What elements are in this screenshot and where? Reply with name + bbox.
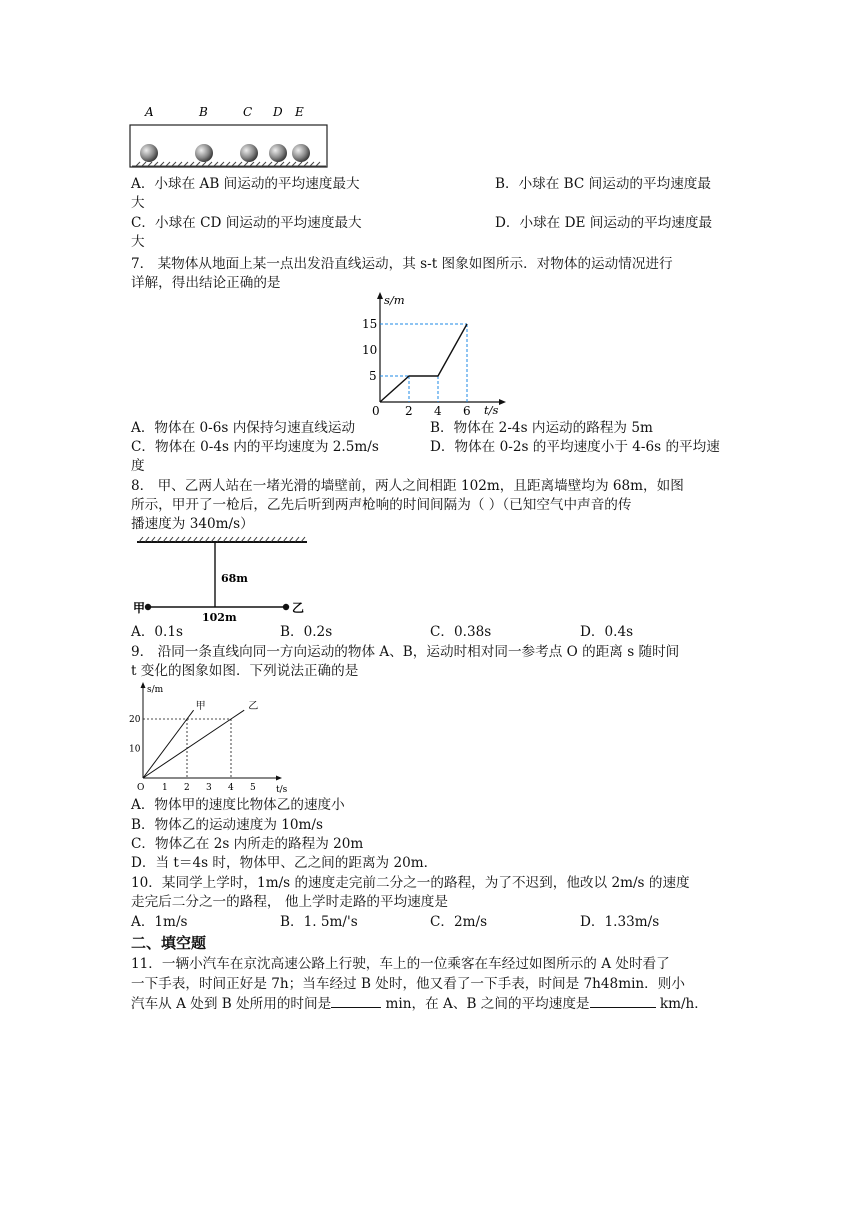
q7-x-label: t/s [484, 403, 499, 417]
q11-blank-speed[interactable] [590, 993, 656, 1008]
q8-option-c: C．0.38s [430, 624, 492, 640]
q7-y-arrow [377, 292, 383, 299]
q6-option-d: D．小球在 DE 间运动的平均速度最 [495, 215, 713, 231]
q9-x-tick-label: O [137, 783, 145, 793]
q7-y-tick-label: 10 [362, 343, 378, 357]
q9-option-b: B．物体乙的运动速度为 10m/s [131, 817, 323, 833]
q11-blank-time[interactable] [331, 993, 381, 1008]
q6-option-b: B．小球在 BC 间运动的平均速度最 [495, 176, 711, 192]
q6-option-c: C．小球在 CD 间运动的平均速度最大 [131, 215, 362, 231]
q8-label-68m: 68m [221, 572, 248, 585]
q7-option-b: B．物体在 2-4s 内运动的路程为 5m [430, 420, 653, 436]
q10-option-a: A．1m/s [131, 914, 188, 930]
q10-option-c: C．2m/s [430, 914, 488, 930]
q9-x-tick-label: 1 [162, 783, 168, 793]
ball-c [240, 144, 258, 162]
balls-track-figure [128, 100, 330, 172]
q7-stem-line-2: 详解，得出结论正确的是 [131, 275, 281, 291]
person-jia-dot [145, 604, 151, 610]
q9-st-chart [128, 680, 290, 794]
q6-option-b-wrap: 大 [131, 195, 145, 211]
q7-option-d: D．物体在 0-2s 的平均速度小于 4-6s 的平均速 [430, 439, 720, 455]
q11-stem-line-1: 11．一辆小汽车在京沈高速公路上行驶，车上的一位乘客在车经过如图所示的 A 处时看了 [131, 956, 670, 972]
q9-y-tick-label: 20 [129, 715, 141, 725]
q9-series-label: 乙 [248, 701, 259, 713]
q11-stem-line-2: 一下手表，时间正好是 7h；当车经过 B 处时，他又看了一下手表，时间是 7h48min．则小 [131, 976, 685, 992]
section-title-fill-in: 二、填空题 [131, 934, 207, 952]
q10-option-b: B．1. 5m/'s [280, 914, 358, 930]
q9-series-line [143, 710, 244, 778]
q7-y-tick-label: 15 [362, 317, 378, 331]
q8-option-d: D．0.4s [580, 624, 634, 640]
q9-y-label: s/m [147, 685, 164, 695]
q6-option-a: A．小球在 AB 间运动的平均速度最大 [131, 176, 360, 192]
q9-series-label: 甲 [195, 701, 206, 713]
q9-x-tick-label: 2 [184, 783, 190, 793]
q7-stem-line-1: 7． 某物体从地面上某一点出发沿直线运动，其 s-t 图象如图所示．对物体的运动情况进行 [131, 256, 673, 272]
q10-stem-line-1: 10．某同学上学时，1m/s 的速度走完前二分之一的路程，为了不迟到，他改以 2m/s 的速度 [131, 875, 690, 891]
q7-option-d-wrap: 度 [131, 458, 145, 474]
q8-stem-line-1: 8． 甲、乙两人站在一堵光滑的墙壁前，两人之间相距 102m，且距离墙壁均为 68m，如图 [131, 478, 684, 494]
q9-stem-line-2: t 变化的图象如图．下列说法正确的是 [131, 663, 359, 679]
person-yi-dot [283, 604, 289, 610]
q11-stem-part-3: km/h． [655, 996, 708, 1012]
q9-stem-line-1: 9． 沿同一条直线向同一方向运动的物体 A、B，运动时相对同一参考点 O 的距离 s 随时间 [131, 644, 680, 660]
ball-b [195, 144, 213, 162]
q10-option-d: D．1.33m/s [580, 914, 660, 930]
q8-option-a: A．0.1s [131, 624, 184, 640]
q11-stem-line-3 [131, 993, 708, 1014]
q7-option-c: C．物体在 0-4s 内的平均速度为 2.5m/s [131, 439, 379, 455]
q7-st-chart [350, 290, 510, 418]
q8-label-jia: 甲 [133, 601, 146, 615]
q8-option-b: B．0.2s [280, 624, 333, 640]
q9-x-tick-label: 4 [228, 783, 234, 793]
q7-option-a: A．物体在 0-6s 内保持匀速直线运动 [131, 420, 356, 436]
q7-x-tick-label: 4 [434, 404, 442, 418]
track-hatching [132, 162, 326, 166]
q8-label-yi: 乙 [292, 601, 305, 615]
q6-option-d-wrap: 大 [131, 234, 145, 250]
q9-option-d: D．当 t＝4s 时，物体甲、乙之间的距离为 20m． [131, 855, 438, 871]
q8-stem-line-2: 所示，甲开了一枪后，乙先后听到两声枪响的时间间隔为（ ）（已知空气中声音的传 [131, 497, 632, 513]
q9-x-tick-label: 3 [206, 783, 212, 793]
q11-stem-part-2: min，在 A、B 之间的平均速度是 [381, 996, 590, 1012]
q10-stem-line-2: 走完后二分之一的路程， 他上学时走路的平均速度是 [131, 894, 448, 910]
q7-y-label: s/m [384, 293, 405, 307]
ball-d [269, 144, 287, 162]
ball-label-d: D [273, 105, 283, 119]
q9-x-arrow [276, 776, 282, 781]
q7-x-tick-label: 6 [463, 404, 471, 418]
q7-x-arrow [499, 399, 506, 405]
ball-e [292, 144, 310, 162]
q7-y-tick-label: 5 [369, 369, 377, 383]
q9-option-c: C．物体乙在 2s 内所走的路程为 20m [131, 836, 364, 852]
q9-series-line [143, 710, 194, 778]
q7-x-tick-label: 0 [372, 404, 380, 418]
q9-x-label: t/s [276, 785, 288, 794]
ball-label-b: B [199, 105, 208, 119]
ball-label-c: C [243, 105, 253, 119]
ball-label-a: A [145, 105, 154, 119]
q8-stem-line-3: 播速度为 340m/s） [131, 516, 254, 532]
q9-y-tick-label: 10 [129, 744, 141, 755]
q8-wall-figure [131, 534, 309, 624]
q7-series-line [380, 324, 467, 402]
ball-a [140, 144, 158, 162]
q9-x-tick-label: 5 [250, 783, 256, 793]
q11-stem-part-1: 汽车从 A 处到 B 处所用的时间是 [131, 996, 332, 1012]
q9-option-a: A．物体甲的速度比物体乙的速度小 [131, 797, 345, 813]
q7-x-tick-label: 2 [405, 404, 413, 418]
q9-y-arrow [141, 682, 146, 688]
q8-label-102m: 102m [202, 611, 237, 624]
ball-label-e: E [295, 105, 304, 119]
